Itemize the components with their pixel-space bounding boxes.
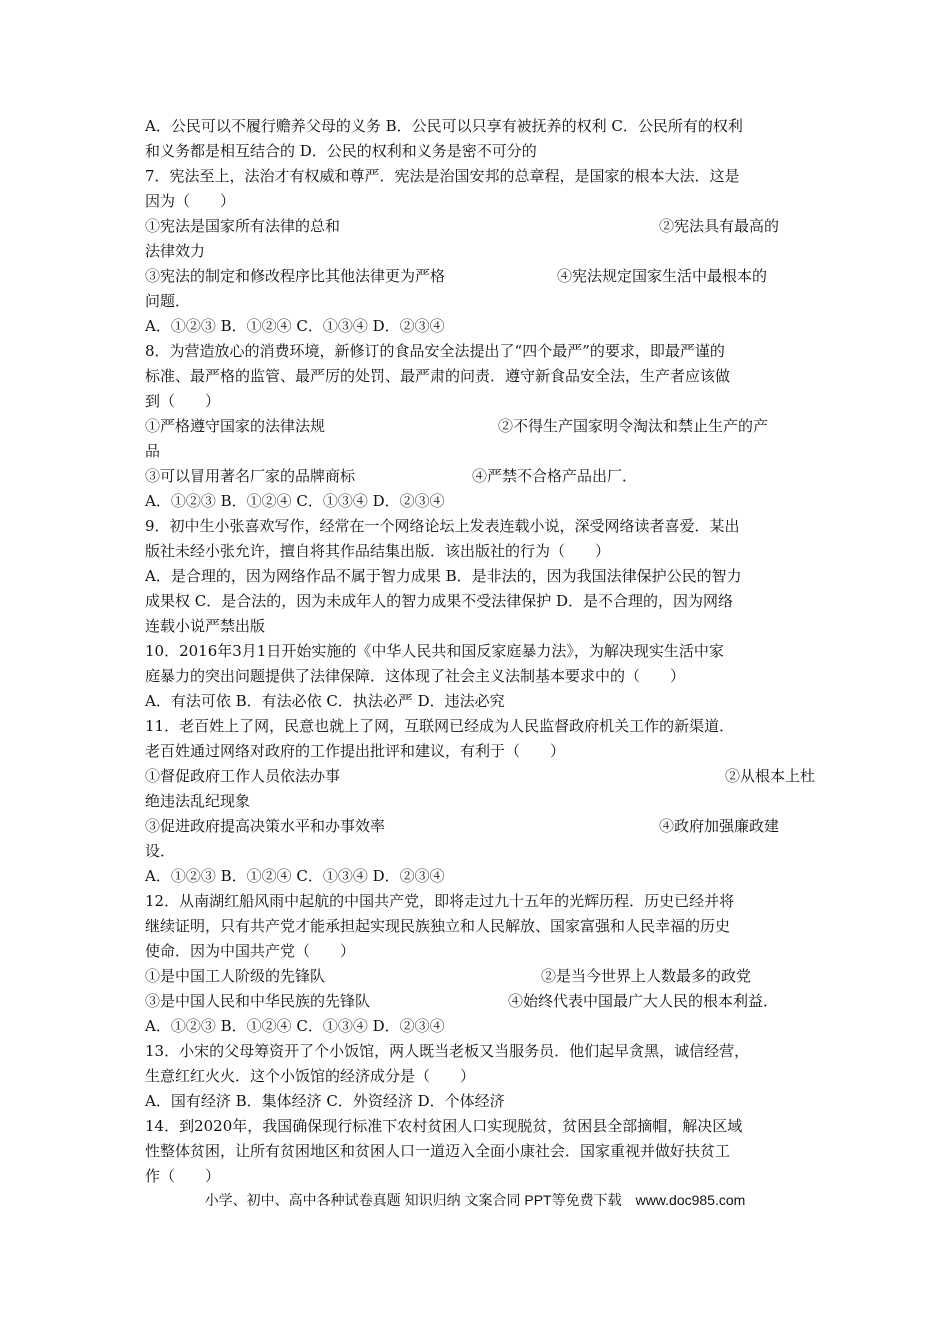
line-text: 庭暴力的突出问题提供了法律保障．这体现了社会主义法制基本要求中的（ ） — [145, 667, 686, 685]
text-line — [145, 739, 810, 764]
text-line — [145, 389, 810, 414]
line-text: 8．为营造放心的消费环境，新修订的食品安全法提出了“四个最严”的要求，即最严谨的 — [145, 342, 725, 360]
line-text: 版社未经小张允许，擅自将其作品结集出版．该出版社的行为（ ） — [145, 542, 611, 560]
text-line — [145, 239, 810, 264]
text-line — [145, 139, 810, 164]
option-text: ④严禁不合格产品出厂． — [472, 467, 638, 485]
text-line — [145, 1039, 810, 1064]
line-text: A．国有经济 B．集体经济 C．外资经济 D．个体经济 — [145, 1092, 505, 1110]
line-text: ①宪法是国家所有法律的总和 — [145, 217, 341, 235]
line-text: 性整体贫困，让所有贫困地区和贫困人口一道迈入全面小康社会．国家重视并做好扶贫工 — [145, 1142, 731, 1160]
text-line — [145, 689, 810, 714]
option-text: ②宪法具有最高的 — [659, 217, 780, 235]
text-line — [145, 114, 810, 139]
text-line — [145, 1114, 810, 1139]
text-line — [145, 214, 810, 239]
text-line — [145, 989, 810, 1014]
line-text: 13．小宋的父母筹资开了个小饭馆，两人既当老板又当服务员．他们起早贪黑，诚信经营， — [145, 1042, 750, 1060]
line-text: A．①②③ B．①②④ C．①③④ D．②③④ — [145, 867, 445, 885]
text-line — [145, 664, 810, 689]
line-text: 10．2016年3月1日开始实施的《中华人民共和国反家庭暴力法》，为解决现实生活中家 — [145, 642, 724, 660]
line-text: 连载小说严禁出版 — [145, 617, 266, 635]
line-text: A．有法可依 B．有法必依 C．执法必严 D．违法必究 — [145, 692, 505, 710]
line-text: 问题． — [145, 292, 191, 310]
line-text: 标准、最严格的监管、最严厉的处罚、最严肃的问责．遵守新食品安全法，生产者应该做 — [145, 367, 731, 385]
line-text: 7．宪法至上，法治才有权威和尊严．宪法是治国安邦的总章程，是国家的根本大法．这是 — [145, 167, 740, 185]
text-line — [145, 439, 810, 464]
text-line — [145, 814, 810, 839]
text-line — [145, 614, 810, 639]
line-text: 14．到2020年，我国确保现行标准下农村贫困人口实现脱贫，贫困县全部摘帽，解决区域 — [145, 1117, 743, 1135]
page-footer: 小学、初中、高中各种试卷真题 知识归纳 文案合同 PPT等免费下载 www.doc985.com — [204, 1192, 746, 1208]
text-line — [145, 1064, 810, 1089]
option-text: ②从根本上杜 — [725, 767, 816, 785]
line-text: 9．初中生小张喜欢写作，经常在一个网络论坛上发表连载小说，深受网络读者喜爱．某出 — [145, 517, 740, 535]
text-line — [145, 539, 810, 564]
line-text: A．①②③ B．①②④ C．①③④ D．②③④ — [145, 492, 445, 510]
line-text: A．公民可以不履行赡养父母的义务 B．公民可以只享有被抚养的权利 C．公民所有的权利 — [145, 117, 743, 135]
line-text: 品 — [145, 442, 161, 460]
line-text: A．①②③ B．①②④ C．①③④ D．②③④ — [145, 317, 445, 335]
text-line — [145, 589, 810, 614]
line-text: 设． — [145, 842, 176, 860]
line-text: 法律效力 — [145, 242, 206, 260]
text-line — [145, 314, 810, 339]
line-text: ①是中国工人阶级的先锋队 — [145, 967, 326, 985]
line-text: 因为（ ） — [145, 192, 236, 210]
line-text: 12．从南湖红船风雨中起航的中国共产党，即将走过九十五年的光辉历程．历史已经并将 — [145, 892, 735, 910]
text-line — [145, 1139, 810, 1164]
line-text: 11．老百姓上了网，民意也就上了网，互联网已经成为人民监督政府机关工作的新渠道． — [145, 717, 735, 735]
option-text: ②不得生产国家明令淘汰和禁止生产的产 — [498, 417, 769, 435]
line-text: ③可以冒用著名厂家的品牌商标 — [145, 467, 356, 485]
line-text: A．是合理的，因为网络作品不属于智力成果 B．是非法的，因为我国法律保护公民的智力 — [145, 567, 742, 585]
line-text: ③是中国人民和中华民族的先锋队 — [145, 992, 371, 1010]
option-text: ④政府加强廉政建 — [659, 817, 780, 835]
line-text: 绝违法乱纪现象 — [145, 792, 251, 810]
text-line — [145, 714, 810, 739]
line-text: ①严格遵守国家的法律法规 — [145, 417, 326, 435]
text-line — [145, 864, 810, 889]
line-text: ①督促政府工作人员依法办事 — [145, 767, 341, 785]
text-line — [145, 514, 810, 539]
option-text: ④始终代表中国最广大人民的根本利益． — [508, 992, 779, 1010]
text-line — [145, 289, 810, 314]
option-text: ④宪法规定国家生活中最根本的 — [557, 267, 768, 285]
text-line — [145, 164, 810, 189]
text-line — [145, 189, 810, 214]
text-line — [145, 564, 810, 589]
text-line — [145, 414, 810, 439]
line-text: 生意红红火火．这个小饭馆的经济成分是（ ） — [145, 1067, 476, 1085]
line-text: 作（ ） — [145, 1167, 221, 1185]
text-line — [145, 639, 810, 664]
line-text: 老百姓通过网络对政府的工作提出批评和建议，有利于（ ） — [145, 742, 566, 760]
text-line — [145, 339, 810, 364]
text-line — [145, 264, 810, 289]
text-line — [145, 1089, 810, 1114]
line-text: 和义务都是相互结合的 D．公民的权利和义务是密不可分的 — [145, 142, 537, 160]
text-line — [145, 889, 810, 914]
line-text: ③促进政府提高决策水平和办事效率 — [145, 817, 386, 835]
text-line — [145, 789, 810, 814]
line-text: ③宪法的制定和修改程序比其他法律更为严格 — [145, 267, 446, 285]
text-line — [145, 914, 810, 939]
text-line — [145, 464, 810, 489]
text-line — [145, 1164, 810, 1189]
option-text: ②是当今世界上人数最多的政党 — [541, 967, 752, 985]
text-line — [145, 964, 810, 989]
text-line — [145, 489, 810, 514]
line-text: 成果权 C．是合法的，因为未成年人的智力成果不受法律保护 D．是不合理的，因为网络 — [145, 592, 734, 610]
text-line — [145, 764, 816, 789]
exam-page — [145, 114, 816, 1189]
line-text: 使命．因为中国共产党（ ） — [145, 942, 356, 960]
line-text: 到（ ） — [145, 392, 221, 410]
text-line — [145, 939, 810, 964]
line-text: 继续证明，只有共产党才能承担起实现民族独立和人民解放、国家富强和人民幸福的历史 — [145, 917, 731, 935]
line-text: A．①②③ B．①②④ C．①③④ D．②③④ — [145, 1017, 445, 1035]
text-line — [145, 364, 810, 389]
text-line — [145, 839, 810, 864]
text-line — [145, 1014, 810, 1039]
